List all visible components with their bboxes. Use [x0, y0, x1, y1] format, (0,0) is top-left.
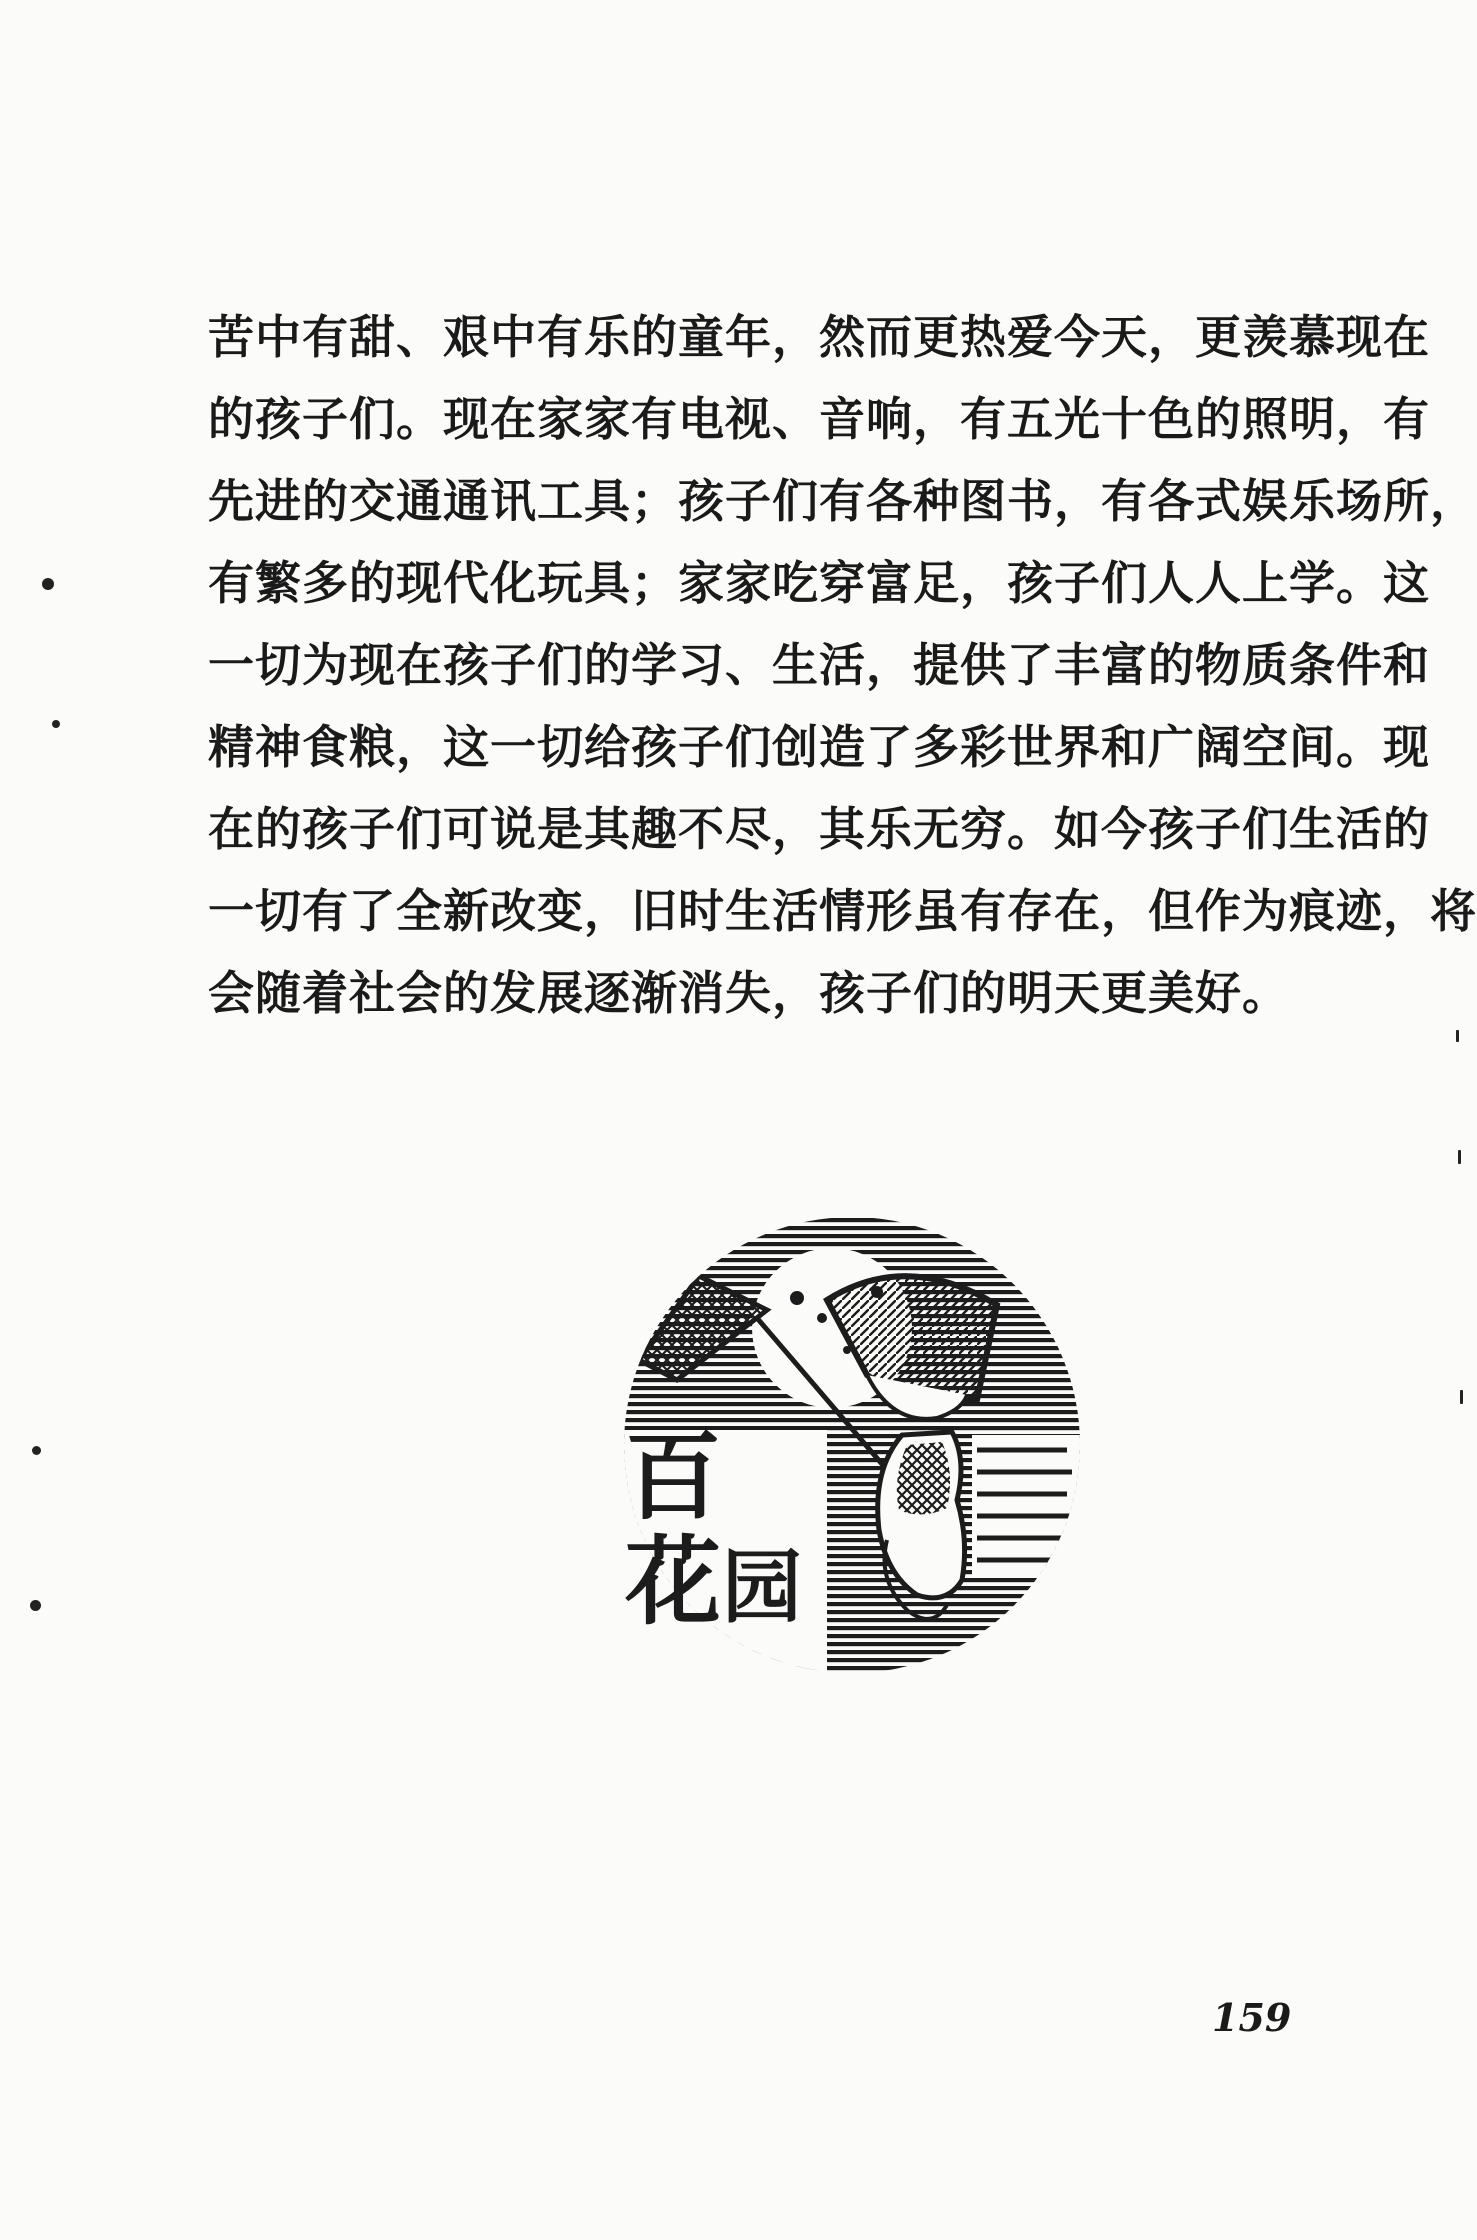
text-line: 一切为现在孩子们的学习、生活，提供了丰富的物质条件和: [208, 638, 1430, 692]
speck: [32, 1446, 41, 1455]
text-line: 会随着社会的发展逐渐消失，孩子们的明天更美好。: [208, 966, 1289, 1020]
title-char: 园: [722, 1541, 802, 1634]
text-line: 精神食粮，这一切给孩子们创造了多彩世界和广阔空间。现: [208, 720, 1430, 774]
speck: [1456, 1030, 1459, 1042]
speck: [30, 1600, 41, 1611]
text-line: 先进的交通通讯工具；孩子们有各种图书，有各式娱乐场所，: [208, 474, 1477, 528]
text-line: 苦中有甜、艰中有乐的童年，然而更热爱今天，更羡慕现在: [208, 310, 1430, 364]
speck: [52, 720, 60, 728]
body-paragraph: [208, 296, 1477, 1034]
text-line: 有繁多的现代化玩具；家家吃穿富足，孩子们人人上学。这: [208, 556, 1430, 610]
title-char: 花: [625, 1526, 721, 1638]
speck: [42, 578, 54, 590]
text-line: 的孩子们。现在家家有电视、音响，有五光十色的照明，有: [208, 392, 1430, 446]
text-line: 一切有了全新改变，旧时生活情形虽有存在，但作为痕迹，将: [208, 884, 1477, 938]
text-line: 在的孩子们可说是其趣不尽，其乐无穷。如今孩子们生活的: [208, 802, 1430, 856]
title-char: 百: [625, 1421, 721, 1533]
page-number: 159: [1212, 1995, 1292, 2040]
speck: [1458, 1150, 1461, 1164]
speck: [1460, 1390, 1463, 1404]
baihuayuan-circle-illustration: [617, 1210, 1087, 1680]
